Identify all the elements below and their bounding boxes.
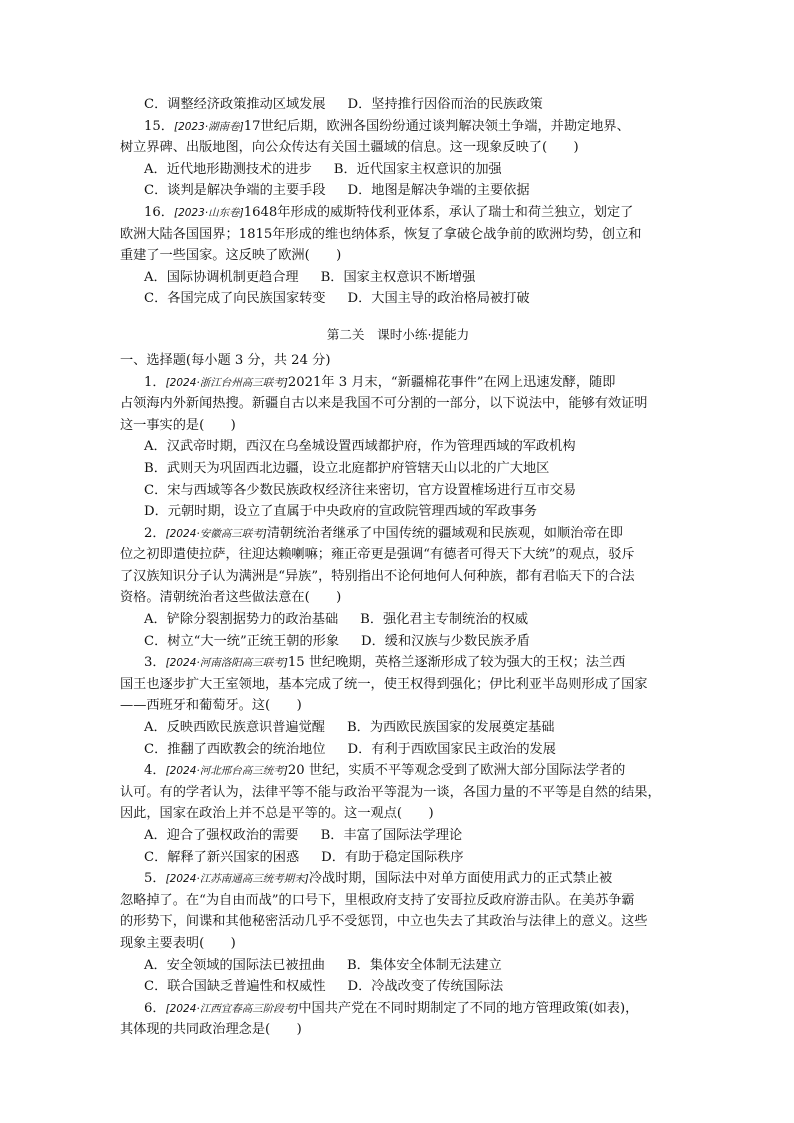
p5-source: [2024·江苏南通高三统考期末]	[165, 873, 309, 886]
q15-option-c: C．谈判是解决争端的主要手段	[144, 183, 326, 199]
p1-text: 这一事实的是( )	[120, 417, 236, 433]
question-5	[120, 868, 676, 998]
p3-option-c: C．推翻了西欧教会的统治地位	[144, 741, 326, 757]
p5-number: 5．	[144, 871, 166, 887]
p2-number: 2．	[144, 525, 166, 541]
p4-option-c: C．解释了新兴国家的困惑	[144, 849, 300, 865]
p1-option-c: C．宋与西域等各少数民族政权经济往来密切，官方设置榷场进行互市交易	[144, 482, 577, 498]
p2-text: 位之初即遣使拉萨，往迎达赖喇嘛；雍正帝更是强调“有德者可得天下大统”的观点，驳斥	[120, 547, 635, 563]
q15-text: 17世纪后期，欧洲各国纷纷通过谈判解决领土争端，并勘定地界、	[243, 118, 630, 134]
p1-option-d: D．元朝时期，设立了直属于中央政府的宣政院管理西域的军政事务	[144, 504, 538, 520]
p5-text: 现象主要表明( )	[120, 935, 236, 951]
q15-source: [2023·湖南卷]	[173, 120, 244, 133]
q15-option-a: A．近代地形勘测技术的进步	[144, 161, 312, 177]
p6-text: 其体现的共同政治理念是( )	[120, 1022, 302, 1038]
p3-option-b: B．为西欧民族国家的发展奠定基础	[346, 720, 555, 736]
p5-option-b: B．集体安全体制无法建立	[346, 957, 502, 973]
q14-option-c: C．调整经济政策推动区域发展	[144, 97, 326, 112]
p1-number: 1．	[144, 374, 166, 390]
q16-text: 欧洲大陆各国国界；1815年形成的维也纳体系，恢复了拿破仑战争前的欧洲均势，创立和	[120, 226, 642, 242]
q16-number: 16．	[144, 204, 174, 220]
document-body	[120, 94, 676, 1041]
p1-option-b: B．武则天为巩固西北边疆，设立北庭都护府管辖天山以北的广大地区	[144, 460, 550, 476]
p3-text: 15 世纪晚期，英格兰逐渐形成了较为强大的王权；法兰西	[287, 655, 626, 671]
p4-option-a: A．迎合了强权政治的需要	[144, 828, 299, 843]
p3-option-d: D．有利于西欧国家民主政治的发展	[347, 741, 556, 757]
question-1	[120, 372, 676, 523]
p5-option-c: C．联合国缺乏普遍性和权威性	[144, 979, 326, 995]
q16-option-d: D．大国主导的政治格局被打破	[347, 291, 530, 307]
section-title: 第二关 课时小练·提能力	[326, 326, 470, 342]
p2-option-a: A．铲除分裂割据势力的政治基础	[144, 612, 339, 628]
q16-option-c: C．各国完成了向民族国家转变	[144, 291, 326, 307]
q15-number: 15．	[144, 118, 174, 134]
p1-text: 占领海内外新闻热搜。新疆自古以来是我国不可分割的一部分，以下说法中，能够有效证明	[120, 396, 648, 412]
p4-text: 20 世纪，实质不平等观念受到了欧洲大部分国际法学者的	[287, 763, 626, 779]
p5-option-d: D．冷战改变了传统国际法	[347, 979, 504, 995]
question-4	[120, 760, 676, 868]
p4-option-b: B．丰富了国际法学理论	[320, 828, 463, 843]
p4-text: 认可。有的学者认为，法律平等不能与政治平等混为一谈，各国力量的不平等是自然的结果，	[120, 784, 661, 800]
p5-text: 的形势下，间谍和其他秘密活动几乎不受惩罚，中立也失去了其政治与法律上的意义。这些	[120, 914, 648, 930]
p3-source: [2024·河南洛阳高三联考]	[165, 657, 288, 670]
p3-text: 国王也逐步扩大王室领地，基本完成了统一，使王权得到强化；伊比利亚半岛则形成了国家	[120, 676, 648, 692]
question-6	[120, 998, 676, 1041]
question-15	[120, 116, 676, 202]
section-subtitle: 一、选择题(每小题 3 分，共 24 分)	[120, 352, 331, 368]
p2-text: 清朝统治者继承了中国传统的疆域观和民族观，如顺治帝在即	[266, 525, 623, 541]
question-16	[120, 202, 676, 310]
q15-option-b: B．近代国家主权意识的加强	[333, 161, 502, 177]
p2-source: [2024·安徽高三联考]	[165, 527, 267, 540]
p2-text: 了汉族知识分子认为满洲是“异族”，特别指出不论何地何人何种族，都有君临天下的合法	[120, 568, 635, 584]
p2-option-c: C．树立“大一统”正统王朝的形象	[144, 633, 340, 649]
q15-text: 树立界碑、出版地图，向公众传达有关国土疆域的信息。这一现象反映了( )	[120, 140, 579, 156]
q15-option-d: D．地图是解决争端的主要依据	[347, 183, 530, 199]
p2-option-d: D．缓和汉族与少数民族矛盾	[361, 633, 530, 649]
p1-text: 2021年 3 月末，“新疆棉花事件”在网上迅速发酵，随即	[287, 374, 616, 390]
q16-text: 重建了一些国家。这反映了欧洲( )	[120, 248, 342, 264]
p5-text: 忽略掉了。在“为自由而战”的口号下，里根政府支持了安哥拉反政府游击队。在美苏争霸	[120, 892, 635, 908]
question-3	[120, 652, 676, 760]
p3-number: 3．	[144, 655, 166, 671]
p5-option-a: A．安全领域的国际法已被扭曲	[144, 957, 325, 973]
p6-text: 中国共产党在不同时期制定了不同的地方管理政策(如表)，	[298, 1000, 639, 1016]
p4-number: 4．	[144, 763, 166, 779]
p1-source: [2024·浙江台州高三联考]	[165, 376, 288, 389]
q16-text: 1648年形成的威斯特伐利亚体系，承认了瑞士和荷兰独立，划定了	[243, 204, 634, 220]
p6-number: 6．	[144, 1000, 166, 1016]
q16-option-a: A．国际协调机制更趋合理	[144, 269, 299, 285]
p2-option-b: B．强化君主专制统治的权威	[360, 612, 529, 628]
p1-option-a: A．汉武帝时期，西汉在乌垒城设置西域都护府，作为管理西域的军政机构	[144, 439, 576, 455]
p3-option-a: A．反映西欧民族意识普遍觉醒	[144, 720, 325, 736]
p5-text: 冷战时期，国际法中对单方面使用武力的正式禁止被	[308, 871, 613, 887]
p3-text: ——西班牙和葡萄牙。这( )	[120, 698, 302, 714]
question-2	[120, 523, 676, 653]
p4-text: 因此，国家在政治上并不总是平等的。这一观点( )	[120, 806, 434, 822]
q14-option-d: D．坚持推行因俗而治的民族政策	[347, 97, 543, 112]
q16-option-b: B．国家主权意识不断增强	[320, 269, 476, 285]
p2-text: 资格。清朝统治者这些做法意在( )	[120, 590, 342, 606]
p6-source: [2024·江西宜春高三阶段考]	[165, 1002, 299, 1015]
p4-source: [2024·河北邢台高三统考]	[165, 765, 288, 778]
q14-options-row	[120, 94, 676, 116]
q16-source: [2023·山东卷]	[173, 206, 244, 219]
p4-option-d: D．有助于稳定国际秩序	[321, 849, 464, 865]
